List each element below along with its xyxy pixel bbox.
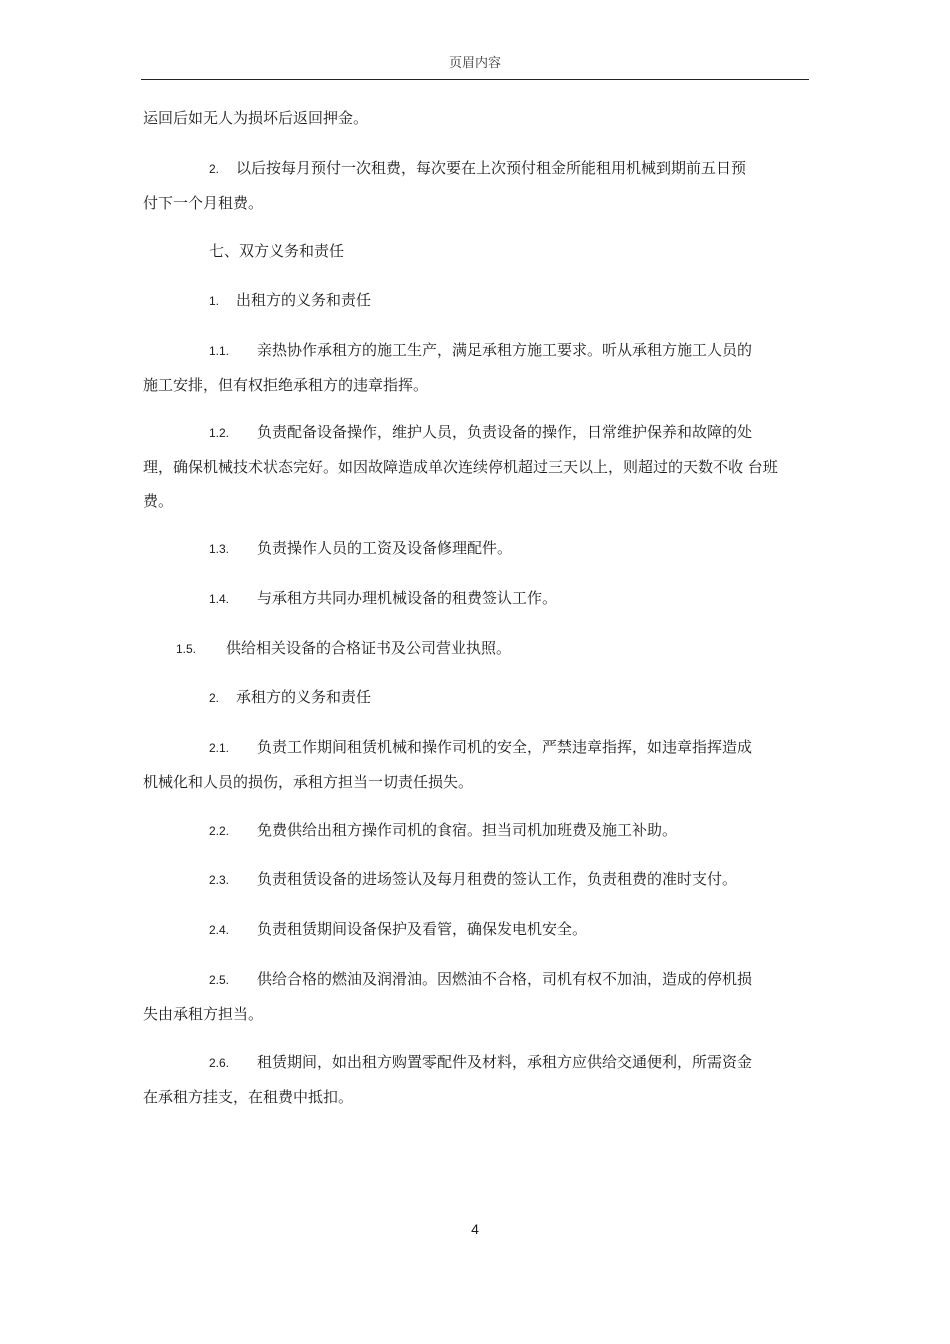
page-header: 页眉内容 bbox=[448, 56, 501, 71]
subsection-heading-1 bbox=[143, 283, 815, 318]
paragraph-line: 负责工作期间租赁机械和操作司机的安全，严禁违章指挥，如违章指挥造成 bbox=[257, 738, 753, 756]
paragraph-text: 负责租赁设备的进场签认及每月租费的签认工作，负责租费的准时支付。 bbox=[257, 870, 738, 888]
heading-text: 承租方的义务和责任 bbox=[236, 688, 372, 706]
paragraph-text: 供给相关设备的合格证书及公司营业执照。 bbox=[226, 639, 512, 657]
item-number: 1.5. bbox=[176, 642, 197, 656]
paragraph-1-4 bbox=[143, 581, 815, 616]
paragraph-line: 以后按每月预付一次租费，每次要在上次预付租金所能租用机械到期前五日预 bbox=[236, 159, 747, 177]
heading-text: 出租方的义务和责任 bbox=[236, 291, 372, 309]
paragraph-2 bbox=[143, 151, 815, 220]
item-number: 1.3. bbox=[209, 542, 230, 556]
paragraph-2-6 bbox=[143, 1045, 815, 1114]
paragraph-text: 运回后如无人为损坏后返回押金。 bbox=[143, 109, 369, 127]
paragraph-1-1 bbox=[143, 333, 815, 402]
item-number: 2.3. bbox=[209, 873, 230, 887]
paragraph-2-2 bbox=[143, 813, 815, 848]
page-number: 4 bbox=[471, 1221, 479, 1237]
subsection-heading-2 bbox=[143, 680, 815, 715]
item-number: 1.2. bbox=[209, 426, 230, 440]
item-number: 1. bbox=[209, 294, 220, 308]
paragraph-1-3 bbox=[143, 531, 815, 566]
paragraph-1-5 bbox=[143, 631, 815, 666]
paragraph-line: 供给合格的燃油及润滑油。因燃油不合格，司机有权不加油，造成的停机损 bbox=[257, 970, 753, 988]
paragraph bbox=[143, 101, 815, 135]
item-number: 2.1. bbox=[209, 741, 230, 755]
paragraph-line: 在承租方挂支，在租费中抵扣。 bbox=[143, 1088, 354, 1106]
paragraph-line: 失由承租方担当。 bbox=[143, 1005, 264, 1023]
paragraph-line: 亲热协作承租方的施工生产，满足承租方施工要求。听从承租方施工人员的 bbox=[257, 341, 753, 359]
item-number: 1.1. bbox=[209, 344, 230, 358]
paragraph-text: 负责租赁期间设备保护及看管，确保发电机安全。 bbox=[257, 920, 588, 938]
heading-text: 七、双方义务和责任 bbox=[209, 242, 345, 260]
paragraph-line: 负责配备设备操作，维护人员，负责设备的操作，日常维护保养和故障的处 bbox=[257, 423, 753, 441]
item-number: 2.6. bbox=[209, 1056, 230, 1070]
paragraph-line: 付下一个月租费。 bbox=[143, 194, 264, 212]
paragraph-2-1 bbox=[143, 730, 815, 799]
paragraph-2-5 bbox=[143, 962, 815, 1031]
paragraph-line: 理，确保机械技术状态完好。如因故障造成单次连续停机超过三天以上，则超过的天数不收 台班 bbox=[143, 458, 778, 476]
paragraph-2-3 bbox=[143, 862, 815, 897]
paragraph-2-4 bbox=[143, 912, 815, 947]
section-heading-7 bbox=[143, 234, 815, 268]
item-number: 2. bbox=[209, 162, 220, 176]
item-number: 2.2. bbox=[209, 824, 230, 838]
header-rule bbox=[141, 79, 809, 80]
paragraph-line: 机械化和人员的损伤，承租方担当一切责任损失。 bbox=[143, 773, 474, 791]
paragraph-text: 免费供给出租方操作司机的食宿。担当司机加班费及施工补助。 bbox=[257, 821, 678, 839]
paragraph-text: 负责操作人员的工资及设备修理配件。 bbox=[257, 539, 513, 557]
paragraph-text: 与承租方共同办理机械设备的租费签认工作。 bbox=[257, 589, 558, 607]
item-number: 2.4. bbox=[209, 923, 230, 937]
item-number: 2. bbox=[209, 691, 220, 705]
item-number: 2.5. bbox=[209, 973, 230, 987]
paragraph-line: 租赁期间，如出租方购置零配件及材料，承租方应供给交通便利，所需资金 bbox=[257, 1053, 753, 1071]
paragraph-line: 费。 bbox=[143, 492, 174, 510]
item-number: 1.4. bbox=[209, 592, 230, 606]
paragraph-1-2 bbox=[143, 415, 815, 518]
paragraph-line: 施工安排，但有权拒绝承租方的违章指挥。 bbox=[143, 376, 429, 394]
